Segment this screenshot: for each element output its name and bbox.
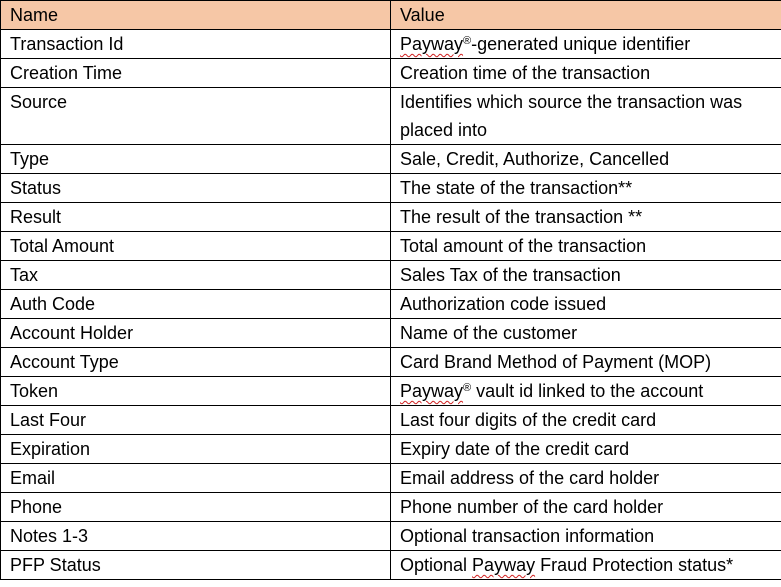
field-name: Type: [1, 145, 391, 174]
field-name: Auth Code: [1, 290, 391, 319]
table-row: [1, 551, 781, 580]
table-row: [1, 290, 781, 319]
brand-name: Payway: [472, 555, 536, 575]
field-name: Account Type: [1, 348, 391, 377]
field-value: The result of the transaction **: [391, 203, 781, 232]
field-value: Total amount of the transaction: [391, 232, 781, 261]
field-value: Last four digits of the credit card: [391, 406, 781, 435]
field-value: Payway® vault id linked to the account: [391, 377, 781, 406]
registered-mark: ®: [463, 35, 472, 47]
field-value: Email address of the card holder: [391, 464, 781, 493]
table-row: [1, 145, 781, 174]
field-value: Optional Payway Fraud Protection status*: [391, 551, 781, 580]
field-value: Optional transaction information: [391, 522, 781, 551]
table-row: [1, 174, 781, 203]
field-value: Payway®-generated unique identifier: [391, 30, 781, 59]
table-row: [1, 261, 781, 290]
field-name: Transaction Id: [1, 30, 391, 59]
column-header-value: Value: [391, 1, 781, 30]
field-name: Total Amount: [1, 232, 391, 261]
table-row: [1, 435, 781, 464]
field-value: The state of the transaction**: [391, 174, 781, 203]
field-name: Notes 1-3: [1, 522, 391, 551]
field-name: Tax: [1, 261, 391, 290]
column-header-name: Name: [1, 1, 391, 30]
field-value: Name of the customer: [391, 319, 781, 348]
field-name: Creation Time: [1, 59, 391, 88]
table-row: [1, 59, 781, 88]
field-name: Source: [1, 88, 391, 145]
table-row: [1, 30, 781, 59]
field-name: Phone: [1, 493, 391, 522]
field-name: Token: [1, 377, 391, 406]
table-row: [1, 522, 781, 551]
registered-mark: ®: [463, 382, 472, 394]
brand-name: Payway: [400, 34, 464, 54]
field-value: Sale, Credit, Authorize, Cancelled: [391, 145, 781, 174]
brand-name: Payway: [400, 381, 464, 401]
field-name: Status: [1, 174, 391, 203]
table-row: [1, 377, 781, 406]
table-row: [1, 348, 781, 377]
table-row: [1, 203, 781, 232]
table-row: [1, 406, 781, 435]
table-row: [1, 232, 781, 261]
table-row: [1, 319, 781, 348]
field-value: Identifies which source the transaction was placed into: [391, 88, 781, 145]
table-row: [1, 464, 781, 493]
field-name: Account Holder: [1, 319, 391, 348]
table-row: [1, 493, 781, 522]
field-name: Last Four: [1, 406, 391, 435]
field-name: Result: [1, 203, 391, 232]
field-value: Phone number of the card holder: [391, 493, 781, 522]
field-value: Expiry date of the credit card: [391, 435, 781, 464]
table-header-row: [1, 1, 781, 30]
field-value: Card Brand Method of Payment (MOP): [391, 348, 781, 377]
table-row: [1, 88, 781, 145]
field-value: Creation time of the transaction: [391, 59, 781, 88]
field-name: Email: [1, 464, 391, 493]
field-name: PFP Status: [1, 551, 391, 580]
field-value: Authorization code issued: [391, 290, 781, 319]
field-name: Expiration: [1, 435, 391, 464]
field-value: Sales Tax of the transaction: [391, 261, 781, 290]
